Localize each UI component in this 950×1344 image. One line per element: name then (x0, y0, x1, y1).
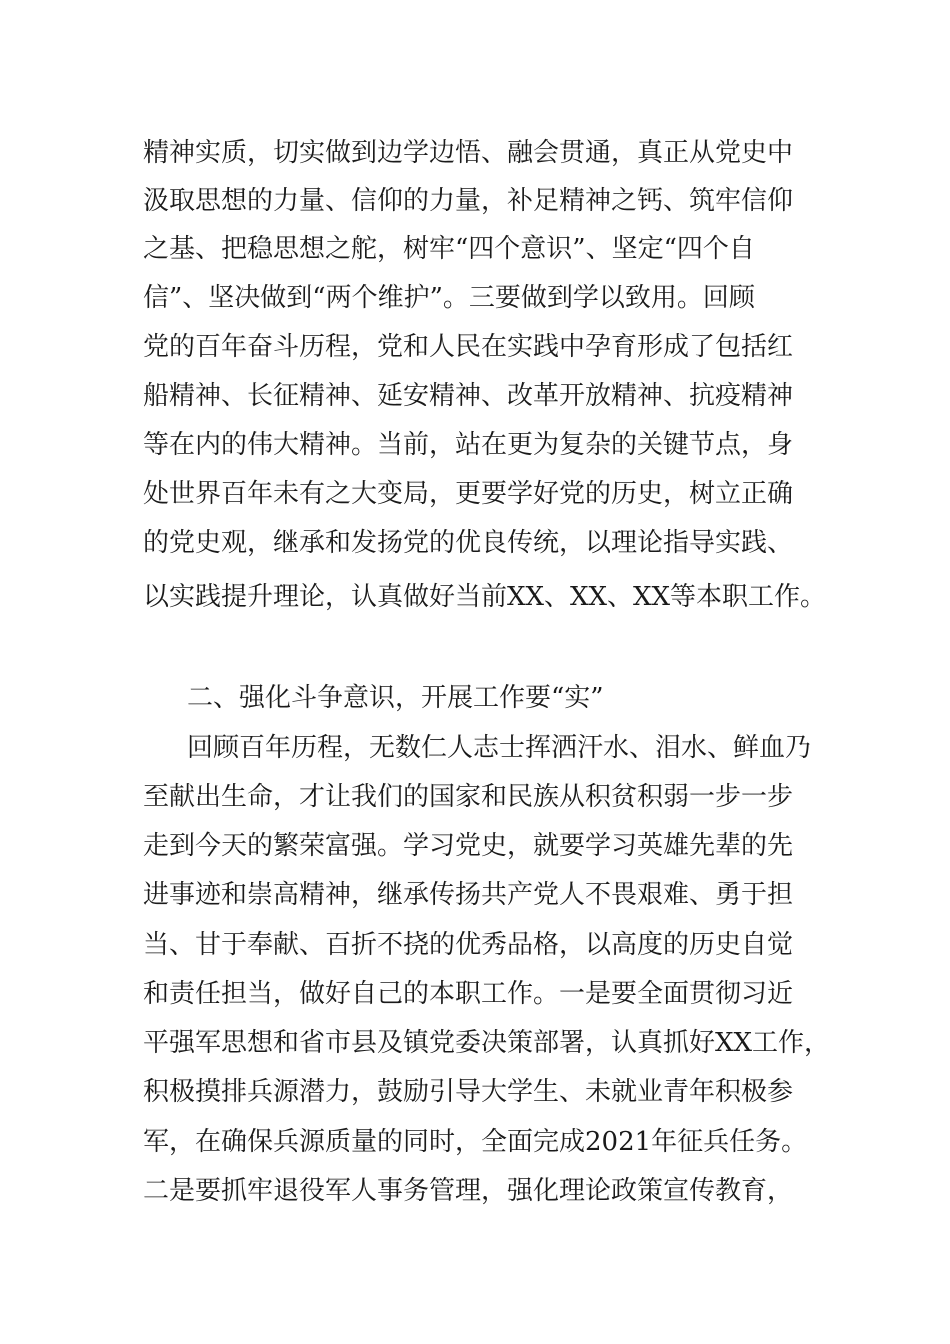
paragraph-line: 信”、坚决做到“两个维护”。三要做到学以致用。回顾 (143, 283, 755, 313)
paragraph-line: 汲取思想的力量、信仰的力量，补足精神之钙、筑牢信仰 (143, 186, 794, 216)
paragraph-line: 精神实质，切实做到边学边悟、融会贯通，真正从党史中 (143, 138, 794, 168)
paragraph-line: 进事迹和崇高精神，继承传扬共产党人不畏艰难、勇于担 (143, 880, 794, 910)
paragraph-line: 的党史观，继承和发扬党的优良传统，以理论指导实践、 (143, 528, 794, 558)
paragraph-line: 回顾百年历程，无数仁人志士挥洒汗水、泪水、鲜血乃 (187, 733, 812, 763)
paragraph-line: 和责任担当，做好自己的本职工作。一是要全面贯彻习近 (143, 979, 794, 1009)
paragraph-line: 之基、把稳思想之舵，树牢“四个意识”、坚定“四个自 (143, 234, 755, 264)
paragraph-line: 二是要抓牢退役军人事务管理，强化理论政策宣传教育， (143, 1176, 794, 1206)
paragraph-line: 处世界百年未有之大变局，更要学好党的历史，树立正确 (143, 479, 794, 509)
paragraph-line: 船精神、长征精神、延安精神、改革开放精神、抗疫精神 (143, 381, 794, 411)
paragraph-line: 当、甘于奉献、百折不挠的优秀品格，以高度的历史自觉 (143, 930, 794, 960)
paragraph-line: 积极摸排兵源潜力，鼓励引导大学生、未就业青年积极参 (143, 1077, 794, 1107)
paragraph-line: 走到今天的繁荣富强。学习党史，就要学习英雄先辈的先 (143, 831, 794, 861)
paragraph-line: 以实践提升理论，认真做好当前XX、XX、XX等本职工作。 (143, 582, 827, 612)
paragraph-line: 军，在确保兵源质量的同时，全面完成2021年征兵任务。 (143, 1127, 808, 1157)
paragraph-line: 等在内的伟大精神。当前，站在更为复杂的关键节点，身 (143, 430, 794, 460)
paragraph-line: 党的百年奋斗历程，党和人民在实践中孕育形成了包括红 (143, 332, 794, 362)
section-heading: 二、强化斗争意识，开展工作要“实” (187, 683, 604, 713)
paragraph-line: 平强军思想和省市县及镇党委决策部署，认真抓好XX工作， (143, 1028, 831, 1058)
paragraph-line: 至献出生命，才让我们的国家和民族从积贫积弱一步一步 (143, 782, 794, 812)
